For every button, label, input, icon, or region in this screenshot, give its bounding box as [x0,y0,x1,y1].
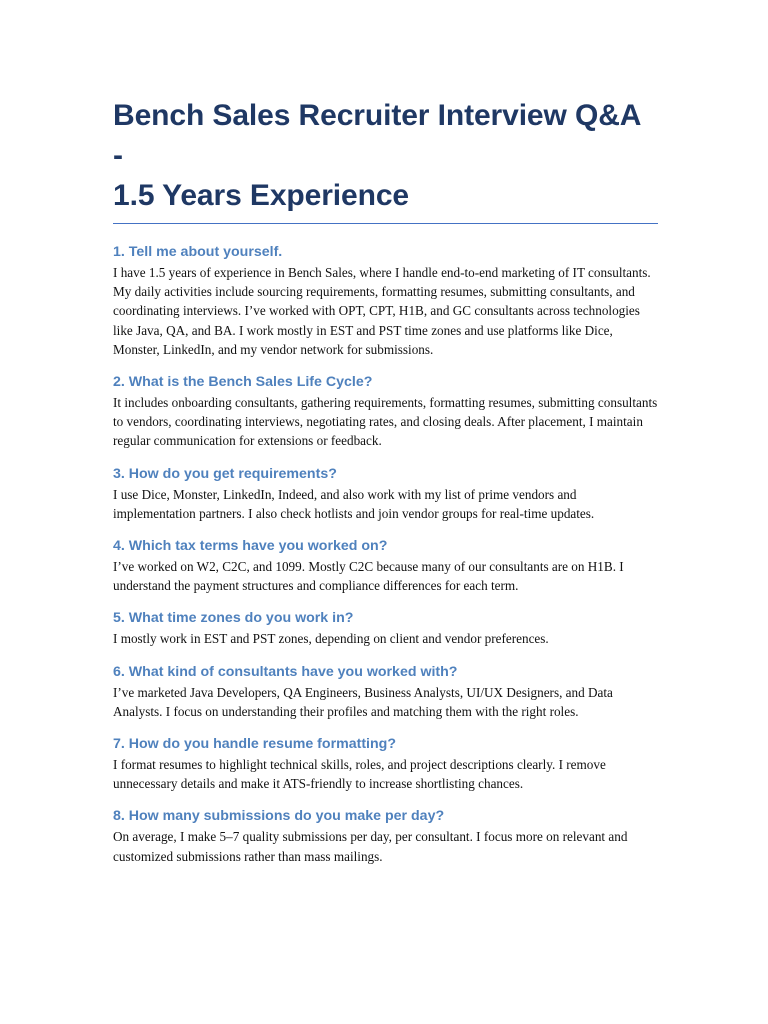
qa-item-2 [113,373,658,451]
qa-item-4 [113,537,658,595]
question-heading: 7. How do you handle resume formatting? [113,736,396,753]
answer-paragraph: I format resumes to highlight technical skills, roles, and project descriptions clearly. I remove unnecessary details and make it ATS-friendly to increase shortlisting chances. [113,757,606,792]
document-page [113,96,658,866]
answer-paragraph: I’ve marketed Java Developers, QA Engineers, Business Analysts, UI/UX Designers, and Data Analysts. I focus on understanding their profiles and matching them with the right roles. [113,684,613,719]
qa-item-8 [113,807,658,865]
answer-paragraph: On average, I make 5–7 quality submissions per day, per consultant. I focus more on relevant and customized submissions rather than mass mailings. [113,829,628,864]
qa-item-6 [113,663,658,721]
answer-paragraph: I use Dice, Monster, LinkedIn, Indeed, and also work with my list of prime vendors and implementation partners. I also check hotlists and join vendor groups for real-time updates. [113,486,595,521]
answer-paragraph: It includes onboarding consultants, gathering requirements, formatting resumes, submitting consultants to vendors, coordinating interviews, negotiating rates, and closing deals. After placement, I maintain regular communication for extensions or feedback. [113,395,658,449]
question-heading: 2. What is the Bench Sales Life Cycle? [113,374,373,391]
title-line-1: Bench Sales Recruiter Interview Q&A - [113,99,641,172]
question-heading: 6. What kind of consultants have you worked with? [113,663,458,680]
qa-item-3 [113,465,658,523]
qa-item-7 [113,735,658,793]
title-line-2: 1.5 Years Experience [113,179,410,212]
answer-paragraph: I have 1.5 years of experience in Bench Sales, where I handle end-to-end marketing of IT consultants. My daily activities include sourcing requirements, formatting resumes, submitting consultants, and coordinating interviews. I’ve worked with OPT, CPT, H1B, and GC consultants across technologies like Java, QA, and BA. I work mostly in EST and PST time zones and use platforms like Dice, Monster, LinkedIn, and my vendor network for submissions. [113,265,651,357]
answer-paragraph: I mostly work in EST and PST zones, depending on client and vendor preferences. [113,631,549,647]
qa-item-5 [113,609,658,648]
answer-paragraph: I’ve worked on W2, C2C, and 1099. Mostly C2C because many of our consultants are on H1B. I understand the payment structures and compliance differences for each term. [113,559,624,594]
document-title [113,96,658,224]
question-heading: 8. How many submissions do you make per day? [113,808,445,825]
question-heading: 3. How do you get requirements? [113,465,337,482]
qa-item-1 [113,243,658,359]
question-heading: 1. Tell me about yourself. [113,244,283,260]
question-heading: 4. Which tax terms have you worked on? [113,538,388,555]
question-heading: 5. What time zones do you work in? [113,610,354,627]
